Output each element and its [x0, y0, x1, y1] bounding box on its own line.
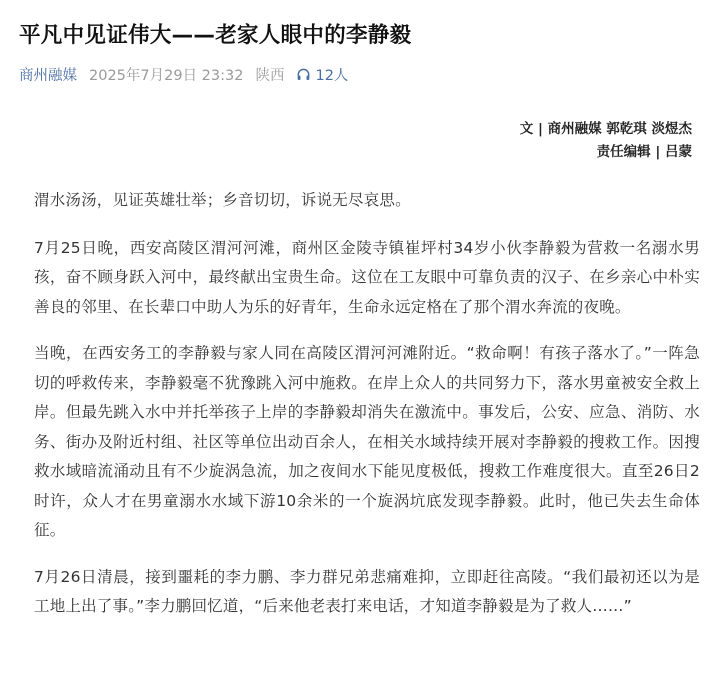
byline-authors: 文 | 商州融媒 郭乾琪 淡煜杰: [519, 121, 692, 137]
byline-editor: 责任编辑 | 吕蒙: [596, 144, 692, 160]
source-link[interactable]: 商州融媒: [19, 68, 77, 84]
article-meta: [19, 64, 348, 85]
paragraph: 7月25日晚，西安高陵区渭河河滩，商州区金陵寺镇崔坪村34岁小伙李静毅为营救一名溺水男孩，奋不顾身跃入河中，最终献出宝贵生命。这位在工友眼中可靠负责的汉子、在乡亲心中朴实善良的邻里、在长辈口中助人为乐的好青年，生命永远定格在了那个渭水奔流的夜晚。: [34, 238, 700, 316]
article-title: 平凡中见证伟大——老家人眼中的李静毅: [19, 23, 412, 48]
byline: [520, 118, 692, 164]
paragraph: 7月26日清晨，接到噩耗的李力鹏、李力群兄弟悲痛难抑，立即赶往高陵。“我们最初还以为是工地上出了事。”李力鹏回忆道，“后来他老表打来电话，才知道李静毅是为了救人……”: [34, 567, 700, 615]
region-label: 陕西: [255, 68, 285, 84]
publish-date: 2025年7月29日 23:32: [89, 68, 244, 84]
listen-button[interactable]: [296, 64, 348, 85]
paragraph: 渭水汤汤，见证英雄壮举；乡音切切，诉说无尽哀思。: [34, 191, 411, 209]
paragraph: 当晚，在西安务工的李静毅与家人同在高陵区渭河河滩附近。“救命啊！有孩子落水了。”一阵急切的呼救传来，李静毅毫不犹豫跳入河中施救。在岸上众人的共同努力下，落水男童被安全救上岸。但最先跳入水中并托举孩子上岸的李静毅却消失在激流中。事发后，公安、应急、消防、水务、街办及附近村组、社区等单位出动百余人，在相关水域持续开展对李静毅的搜救工作。因搜救水域暗流涌动且有不少旋涡急流，加之夜间水下能见度极低，搜救工作难度很大。直至26日2时许，众人才在男童溺水水域下游10余米的一个旋涡坑底发现李静毅。此时，他已失去生命体征。: [34, 344, 700, 539]
headphones-icon: [296, 67, 311, 82]
article-body: [34, 186, 700, 639]
listener-count: 12人: [315, 68, 349, 84]
